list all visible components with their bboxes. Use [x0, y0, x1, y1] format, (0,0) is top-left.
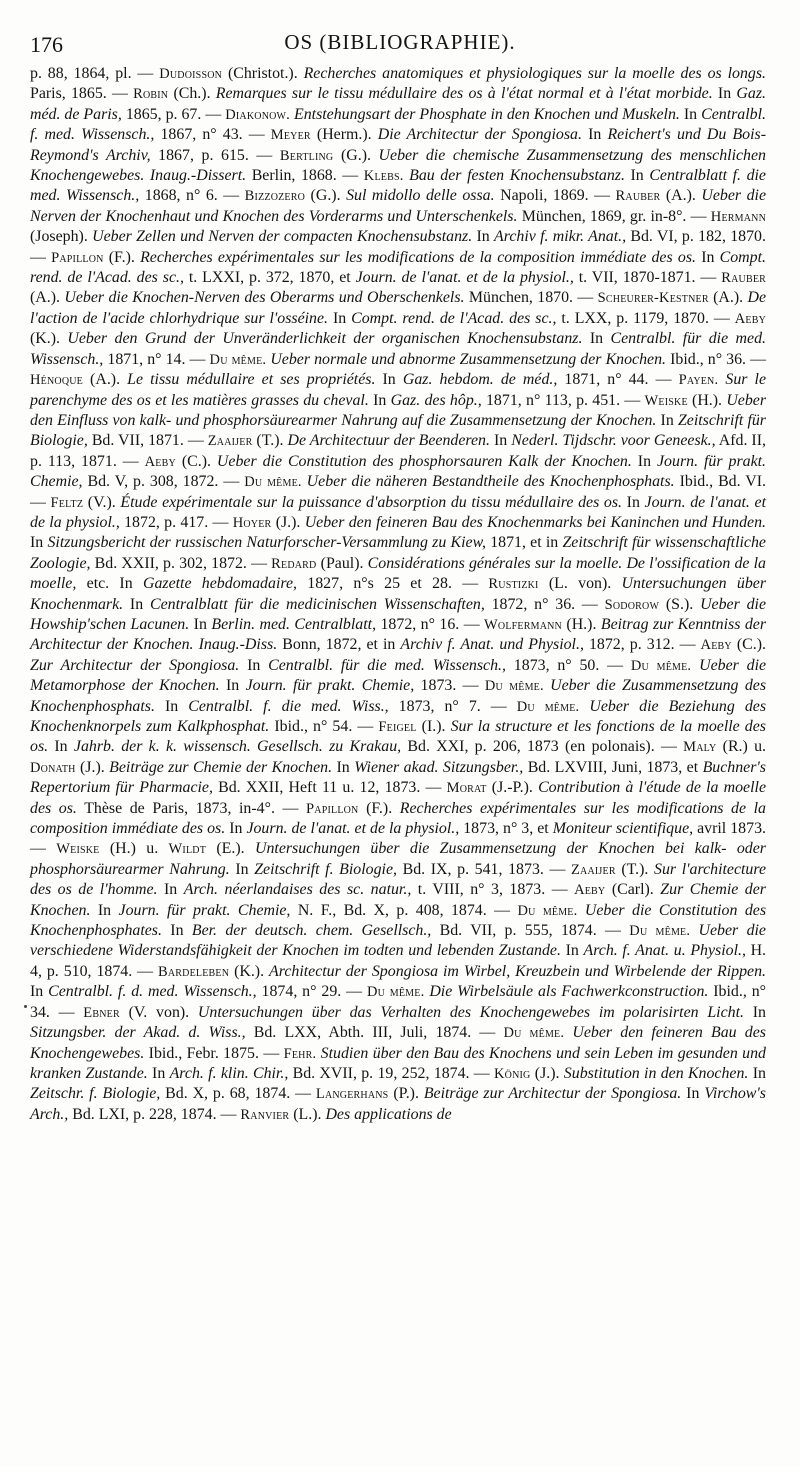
- citation-text: In: [90, 901, 119, 919]
- work-title: Ueber den Grund der Unveränderlichkeit der organischen Knochensubstanz.: [67, 330, 583, 348]
- citation-text: In: [622, 493, 645, 511]
- citation-text: Napoli, 1869. —: [494, 187, 616, 205]
- margin-speck: [24, 1005, 27, 1008]
- author-name: Bardeleben: [158, 963, 230, 980]
- author-name: Meyer: [270, 127, 311, 144]
- bibliography-text: [30, 64, 766, 1125]
- work-title: Untersuchungen über das Verhalten des Knochengewebes im polarisirten Licht.: [197, 1003, 744, 1021]
- work-title: Zeitschr. f. Biologie,: [30, 1085, 161, 1103]
- work-title: Archiv f. Anat. und Physiol.,: [400, 636, 584, 654]
- work-title: Centralbl. für die med. Wissensch.,: [268, 656, 506, 674]
- work-title: Zeitschrift für wissenschaftliche Zoologie,: [30, 534, 766, 572]
- work-title: Ueber normale und abnorme Zusammensetzung der Knochen.: [270, 350, 667, 368]
- author-name: Du même.: [517, 902, 578, 919]
- citation-text: (V. von).: [119, 1003, 198, 1021]
- citation-text: (J.).: [271, 513, 305, 531]
- citation-text: In: [560, 942, 584, 960]
- work-title: Journ. für prakt. Chemie,: [118, 901, 291, 919]
- work-title: Étude expérimentale sur la puissance d'absorption du tissu médullaire des os.: [120, 493, 623, 511]
- author-name: Du même.: [366, 984, 425, 1001]
- citation-text: 1872, n° 16. —: [376, 615, 485, 633]
- citation-text: Bd. IX, p. 541, 1873. —: [397, 860, 571, 878]
- citation-text: Bd. LXVIII, Juni, 1873, et: [523, 758, 703, 776]
- work-title: Sur le parenchyme des os et les matières grasses du cheval.: [30, 371, 767, 409]
- citation-text: (L. von).: [538, 575, 622, 593]
- work-title: Die Architectur der Spongiosa.: [377, 126, 582, 144]
- citation-text: H. 4, p. 510, 1874. —: [30, 942, 767, 980]
- work-title: Journ. für prakt. Chemie,: [30, 452, 767, 491]
- citation-text: (E.).: [206, 840, 255, 858]
- work-title: Ueber den feineren Bau des Knochengewebes.: [30, 1024, 766, 1062]
- work-title: Ber. der deutsch. chem. Gesellsch.,: [191, 922, 432, 940]
- work-title: Compt. rend. de l'Acad. des sc.,: [30, 248, 766, 287]
- work-title: Beiträge zur Architectur der Spongiosa.: [423, 1085, 682, 1103]
- citation-text: In: [332, 758, 355, 776]
- work-title: Sitzungsber. der Akad. d. Wiss.,: [30, 1024, 246, 1042]
- citation-text: (H.).: [687, 391, 727, 409]
- citation-text: Bd. XXII, p. 302, 1872. —: [90, 554, 272, 572]
- author-name: Hoyer: [232, 514, 272, 531]
- work-title: Virchow's Arch.,: [30, 1085, 766, 1123]
- citation-text: In: [624, 167, 650, 185]
- work-title: Contribution à l'étude de la moelle des os.: [30, 779, 766, 817]
- citation-text: (Joseph).: [30, 228, 93, 246]
- author-name: König: [494, 1065, 531, 1082]
- author-name: Diakonow.: [225, 106, 291, 123]
- work-title: Bau der festen Knochensubstanz.: [409, 167, 625, 185]
- citation-text: Bd. LXX, Abth. III, Juli, 1874. —: [245, 1024, 504, 1042]
- author-name: Hénoque: [30, 372, 83, 389]
- work-title: Ueber die verschiedene Widerstandsfähigkeit der Knochen im todten und lebenden Zustande.: [30, 922, 766, 960]
- work-title: Moniteur scientifique,: [552, 820, 694, 838]
- author-name: Zaaijer: [207, 433, 253, 450]
- citation-text: In: [154, 697, 189, 715]
- citation-text: [577, 902, 584, 919]
- author-name: Bertling: [279, 147, 334, 164]
- work-title: Arch. f. Anat. u. Physiol.,: [583, 942, 746, 960]
- citation-text: 1874, n° 29. —: [256, 983, 367, 1001]
- citation-text: (F.).: [103, 248, 141, 266]
- author-name: Sodorow: [604, 596, 660, 613]
- work-title: Jahrb. der k. k. wissensch. Gesellsch. zu Krakau,: [73, 738, 402, 756]
- work-title: Sul midollo delle ossa.: [346, 187, 495, 205]
- work-title: Berlin. med. Centralblatt,: [211, 615, 377, 633]
- author-name: Rauber: [615, 188, 661, 205]
- citation-text: In: [328, 309, 352, 327]
- citation-text: Thèse de Paris, 1873, in-4°. —: [76, 799, 307, 817]
- author-name: Fehr.: [283, 1045, 317, 1062]
- citation-text: 1873, n° 7. —: [388, 697, 517, 715]
- author-name: Ranvier: [240, 1106, 290, 1123]
- page-number: 176: [30, 32, 63, 57]
- citation-text: In: [712, 85, 737, 103]
- work-title: Ueber Zellen und Nerven der compacten Knochensubstanz.: [92, 228, 473, 246]
- citation-text: 1868, n° 6. —: [139, 187, 245, 205]
- citation-text: Bd. XVII, p. 19, 252, 1874. —: [288, 1064, 494, 1082]
- work-title: Archiv f. mikr. Anat.,: [494, 228, 627, 246]
- citation-text: Ibid., Febr. 1875. —: [144, 1044, 284, 1062]
- work-title: Zeitschrift f. Biologie,: [254, 860, 397, 878]
- citation-text: In: [743, 1003, 766, 1021]
- citation-text: (A.).: [82, 371, 128, 389]
- citation-text: (T.).: [615, 860, 655, 878]
- work-title: Arch. f. klin. Chir.,: [169, 1064, 289, 1082]
- author-name: Dudoisson: [159, 66, 223, 82]
- citation-text: In: [239, 656, 269, 674]
- citation-text: Bd. X, p. 68, 1874. —: [160, 1085, 316, 1103]
- citation-text: In: [161, 922, 192, 940]
- citation-text: (I.).: [416, 718, 451, 735]
- citation-text: München, 1869, gr. in-8°. —: [517, 207, 711, 225]
- citation-text: (A.).: [660, 187, 702, 205]
- citation-text: (Paul).: [316, 554, 368, 572]
- citation-text: In: [679, 105, 702, 123]
- citation-text: In: [489, 432, 512, 450]
- work-title: Gazette hebdomadaire,: [142, 575, 297, 593]
- author-name: Weiske: [644, 392, 688, 409]
- work-title: Centralbl. f. med. Wissensch.,: [30, 105, 766, 144]
- author-name: Bizzozero: [244, 188, 306, 205]
- citation-text: In: [748, 1064, 766, 1082]
- author-name: Robin: [133, 86, 169, 103]
- citation-text: 1865, p. 67. —: [121, 105, 226, 123]
- citation-text: (F.).: [358, 799, 400, 817]
- citation-text: 1871, n° 113, p. 451. —: [481, 391, 645, 409]
- work-title: Inaug.-Diss.: [198, 636, 278, 654]
- work-title: Journ. de l'anat. et de la physiol.,: [246, 820, 460, 838]
- citation-text: In: [681, 1085, 705, 1103]
- work-title: Architectur der Spongiosa im Wirbel, Kreuzbein und Wirbelende der Rippen.: [269, 962, 766, 980]
- work-title: Remarques sur le tissu médullaire des os à l'état normal et à l'état morbide.: [215, 85, 713, 103]
- citation-text: 1873, n° 50. —: [505, 656, 631, 674]
- author-name: Papillon: [306, 800, 359, 817]
- citation-text: In: [157, 881, 184, 899]
- work-title: De Architectuur der Beenderen.: [287, 432, 490, 450]
- citation-text: In: [695, 248, 720, 266]
- citation-text: 1871, n° 14. —: [103, 350, 210, 368]
- citation-text: In: [656, 411, 678, 429]
- author-name: Hermann: [710, 208, 766, 225]
- work-title: Gaz. hebdom. de méd.,: [402, 371, 558, 389]
- citation-text: In: [30, 534, 48, 552]
- work-title: Wiener akad. Sitzungsber.,: [354, 758, 524, 776]
- author-name: Klebs.: [363, 168, 404, 185]
- work-title: Ueber die Knochen-Nerven des Oberarms und Oberschenkels.: [64, 289, 465, 307]
- work-title: Beitrag zur Kenntniss der Architectur der Knochen.: [30, 615, 767, 654]
- citation-text: (Herm.).: [310, 126, 378, 144]
- author-name: Rauber: [721, 270, 766, 287]
- work-title: Sur l'architecture des os de l'homme.: [30, 860, 767, 899]
- work-title: Recherches expérimentales sur les modifications de la composition immédiate des os.: [140, 248, 696, 266]
- citation-text: [579, 698, 589, 715]
- work-title: Centralbl. für die med. Wissensch.,: [30, 330, 766, 368]
- citation-text: 1871, et in: [485, 534, 563, 552]
- work-title: Centralblatt für die medicinischen Wissenschaften,: [149, 595, 485, 613]
- author-name: Du même.: [630, 657, 692, 674]
- work-title: Arch. néerlandaises des sc. natur.,: [183, 881, 412, 899]
- citation-text: (R.) u.: [716, 738, 766, 756]
- work-title: Untersuchungen über die Zusammensetzung der Knochen bei kalk- oder phosphorsäurearmer Nahrung.: [30, 840, 766, 878]
- work-title: Nederl. Tijdschr. voor Geneesk.,: [511, 432, 716, 450]
- citation-text: 1867, p. 615. —: [150, 146, 280, 164]
- page-header: [30, 26, 770, 62]
- running-head: OS (BIBLIOGRAPHIE).: [284, 30, 516, 54]
- citation-text: Bonn, 1872, et in: [277, 636, 401, 654]
- citation-text: In: [375, 371, 403, 389]
- citation-text: In: [225, 820, 247, 838]
- citation-text: (J.).: [530, 1064, 564, 1082]
- author-name: Wildt: [168, 841, 207, 858]
- work-title: Ueber die chemische Zusammensetzung des menschlichen Knochengewebes.: [30, 146, 767, 185]
- work-title: Zur Architectur der Spongiosa.: [30, 656, 240, 674]
- work-title: Ueber den feineren Bau des Knochenmarks bei Kaninchen und Hunden.: [304, 513, 767, 531]
- author-name: Papillon: [51, 249, 104, 266]
- author-name: Du même.: [503, 1025, 565, 1042]
- work-title: Ueber die Beziehung des Knochenknorpels zum Kalkphosphat.: [30, 697, 767, 735]
- citation-text: (K.).: [30, 330, 68, 348]
- work-title: Recherches expérimentales sur les modifications de la composition immédiate des os.: [30, 799, 766, 838]
- author-name: Du même.: [516, 698, 580, 715]
- citation-text: (K.).: [229, 962, 270, 980]
- citation-text: In: [147, 1064, 170, 1082]
- citation-text: Ibid., n° 54. —: [269, 718, 379, 735]
- citation-text: Afd. II, p. 113, 1871. —: [30, 432, 766, 470]
- author-name: Weiske: [56, 841, 100, 858]
- citation-text: Ibid., n° 34. —: [30, 983, 766, 1021]
- citation-text: Bd. VII, 1871. —: [87, 432, 208, 450]
- citation-text: 1867, n° 43. —: [154, 126, 271, 144]
- citation-text: (J.-P.).: [486, 779, 539, 797]
- author-name: Morat: [446, 780, 487, 797]
- work-title: Le tissu médullaire et ses propriétés.: [127, 371, 376, 389]
- citation-text: Berlin, 1868. —: [246, 167, 364, 185]
- work-title: De l'action de l'acide chlorhydrique sur l'osséine.: [30, 289, 766, 327]
- citation-text: (S.).: [659, 595, 701, 613]
- citation-text: In: [229, 860, 255, 878]
- citation-text: (T.).: [252, 432, 288, 450]
- work-title: Ueber die Zusammensetzung des Knochenphosphats.: [30, 677, 767, 715]
- citation-text: 1872, n° 36. —: [484, 595, 605, 613]
- author-name: Du même.: [209, 351, 267, 368]
- author-name: Payen.: [678, 372, 719, 389]
- work-title: Entstehungsart der Phosphate in den Knochen und Muskeln.: [294, 105, 680, 123]
- citation-text: avril 1873. —: [30, 820, 766, 858]
- work-title: Buchner's Repertorium für Pharmacie,: [30, 758, 766, 797]
- citation-text: 1872, p. 417. —: [119, 513, 233, 531]
- author-name: Aeby: [734, 310, 766, 327]
- citation-text: Ibid., n° 36. —: [666, 350, 766, 368]
- work-title: Ueber die Constitution des Knochenphosphates.: [30, 901, 767, 940]
- citation-text: (Christot.).: [222, 65, 304, 82]
- citation-text: (H.) u.: [99, 840, 169, 858]
- work-title: Centralblatt f. die med. Wissensch.,: [30, 167, 766, 205]
- author-name: Scheurer-Kestner: [597, 290, 709, 307]
- citation-text: In: [581, 126, 608, 144]
- author-name: Feltz: [50, 494, 84, 511]
- work-title: Inaug.-Dissert.: [149, 167, 247, 185]
- author-name: Aeby: [700, 637, 732, 654]
- work-title: Zeitschrift für Biologie,: [30, 411, 766, 450]
- author-name: Du même.: [629, 923, 691, 940]
- citation-text: (A.).: [708, 289, 748, 307]
- work-title: Compt. rend. de l'Acad. des sc.,: [351, 309, 557, 327]
- citation-text: 1873. —: [414, 677, 485, 695]
- citation-text: (G.).: [305, 187, 347, 205]
- citation-text: Bd. VII, p. 555, 1874. —: [431, 922, 630, 940]
- citation-text: In: [48, 738, 74, 756]
- work-title: Gaz. des hôp.,: [390, 391, 482, 409]
- citation-text: In: [472, 228, 495, 246]
- citation-text: Bd. XXII, Heft 11 u. 12, 1873. —: [212, 779, 447, 797]
- citation-text: In: [30, 983, 49, 1001]
- citation-text: In: [582, 330, 611, 348]
- citation-text: Bd. LXI, p. 228, 1874. —: [68, 1105, 241, 1123]
- citation-text: In: [631, 452, 657, 470]
- citation-text: t. VII, 1870-1871. —: [573, 269, 722, 287]
- citation-text: t. LXX, p. 1179, 1870. —: [556, 309, 735, 327]
- work-title: Zur Chemie der Knochen.: [30, 881, 766, 919]
- citation-text: N. F., Bd. X, p. 408, 1874. —: [290, 901, 518, 919]
- citation-text: (C.).: [175, 452, 217, 470]
- citation-text: (Carl).: [605, 881, 661, 899]
- author-name: Zaaijer: [571, 861, 616, 878]
- work-title: Journ. de l'anat. et de la physiol.,: [355, 269, 574, 287]
- author-name: Du même.: [484, 678, 544, 695]
- citation-text: t. VIII, n° 3, 1873. —: [411, 881, 575, 899]
- author-name: Maly: [683, 739, 717, 756]
- work-title: Die Wirbelsäule als Fachwerkconstruction.: [429, 983, 709, 1001]
- work-title: Substitution in den Knochen.: [563, 1064, 749, 1082]
- citation-text: Ibid., Bd. VI. —: [30, 473, 766, 511]
- citation-text: (V.).: [83, 493, 121, 511]
- citation-text: München, 1870. —: [464, 289, 598, 307]
- author-name: Du même.: [244, 474, 302, 491]
- work-title: Centralbl. f. die med. Wiss.,: [188, 697, 389, 715]
- work-title: Sur la structure et les fonctions de la moelle des os.: [30, 718, 766, 756]
- work-title: Sitzungsbericht der russischen Naturforscher-Versammlung zu Kiew,: [47, 534, 486, 552]
- citation-text: (G.).: [333, 146, 379, 164]
- citation-text: t. LXXI, p. 372, 1870, et: [183, 269, 356, 287]
- author-name: Aeby: [574, 882, 606, 899]
- citation-text: Paris, 1865. —: [30, 85, 134, 103]
- citation-text: In: [368, 391, 391, 409]
- work-title: Ueber den Einfluss von kalk- und phosphorsäurearmer Nahrung auf die Zusammensetzung der Knochen.: [30, 391, 767, 429]
- citation-text: [690, 922, 698, 939]
- work-title: Journ. de l'anat. et de la physiol.,: [30, 493, 767, 531]
- author-name: Rustizki: [488, 576, 539, 593]
- work-title: Des applications de: [325, 1105, 452, 1123]
- author-name: Donath: [30, 759, 76, 776]
- citation-text: (C.).: [731, 636, 767, 654]
- work-title: Journ. für prakt. Chemie,: [245, 677, 415, 695]
- work-title: Ueber die Constitution des phosphorsauren Kalk der Knochen.: [216, 452, 632, 470]
- citation-text: 1873, n° 3, et: [459, 820, 553, 838]
- work-title: Gaz. méd. de Paris,: [30, 85, 766, 123]
- work-title: Ueber die näheren Bestandtheile des Knochenphosphats.: [306, 473, 675, 491]
- work-title: Beiträge zur Chemie der Knochen.: [109, 758, 333, 776]
- citation-text: 1871, n° 44. —: [557, 371, 679, 389]
- work-title: Studien über den Bau des Knochens und sein Leben im gesunden und kranken Zustande.: [30, 1044, 766, 1082]
- citation-text: 1872, p. 312. —: [583, 636, 701, 654]
- citation-text: p. 88, 1864, pl. —: [30, 65, 160, 82]
- citation-text: In: [189, 615, 212, 633]
- work-title: Untersuchungen über Knochenmark.: [30, 575, 767, 613]
- citation-text: 1827, n°s 25 et 28. —: [297, 575, 489, 593]
- citation-text: (Ch.).: [168, 85, 216, 103]
- citation-text: (H.).: [561, 615, 601, 633]
- citation-text: (J.).: [75, 758, 110, 776]
- citation-text: [691, 657, 699, 674]
- citation-text: Bd. XXI, p. 206, 1873 (en polonais). —: [401, 738, 684, 756]
- citation-text: In: [123, 595, 150, 613]
- author-name: Aeby: [144, 453, 176, 470]
- author-name: Feigel: [378, 719, 417, 735]
- author-name: Redard: [271, 555, 317, 572]
- work-title: Considérations générales sur la moelle. De l'ossification de la moelle,: [30, 554, 766, 593]
- work-title: Ueber die Metamorphose der Knochen.: [30, 656, 767, 695]
- work-title: Reichert's und Du Bois-Reymond's Archiv,: [30, 126, 767, 164]
- citation-text: In: [219, 677, 246, 695]
- citation-text: (A.).: [30, 289, 65, 307]
- author-name: Wolfermann: [484, 616, 562, 633]
- work-title: Centralbl. f. d. med. Wissensch.,: [48, 983, 257, 1001]
- work-title: Ueber die Howship'schen Lacunen.: [30, 595, 767, 633]
- citation-text: Bd. VI, p. 182, 1870. —: [30, 228, 766, 266]
- citation-text: (L.).: [289, 1105, 326, 1123]
- work-title: Recherches anatomiques et physiologiques sur la moelle des os longs.: [303, 65, 767, 82]
- citation-text: (P.).: [388, 1085, 424, 1103]
- work-title: Ueber die Nerven der Knochenhaut und Knochen des Vorderarms und Unterschenkels.: [30, 187, 766, 225]
- author-name: Langerhans: [315, 1086, 389, 1103]
- citation-text: etc. In: [76, 575, 143, 593]
- author-name: Ebner: [83, 1004, 120, 1021]
- citation-text: Bd. V, p. 308, 1872. —: [82, 473, 245, 491]
